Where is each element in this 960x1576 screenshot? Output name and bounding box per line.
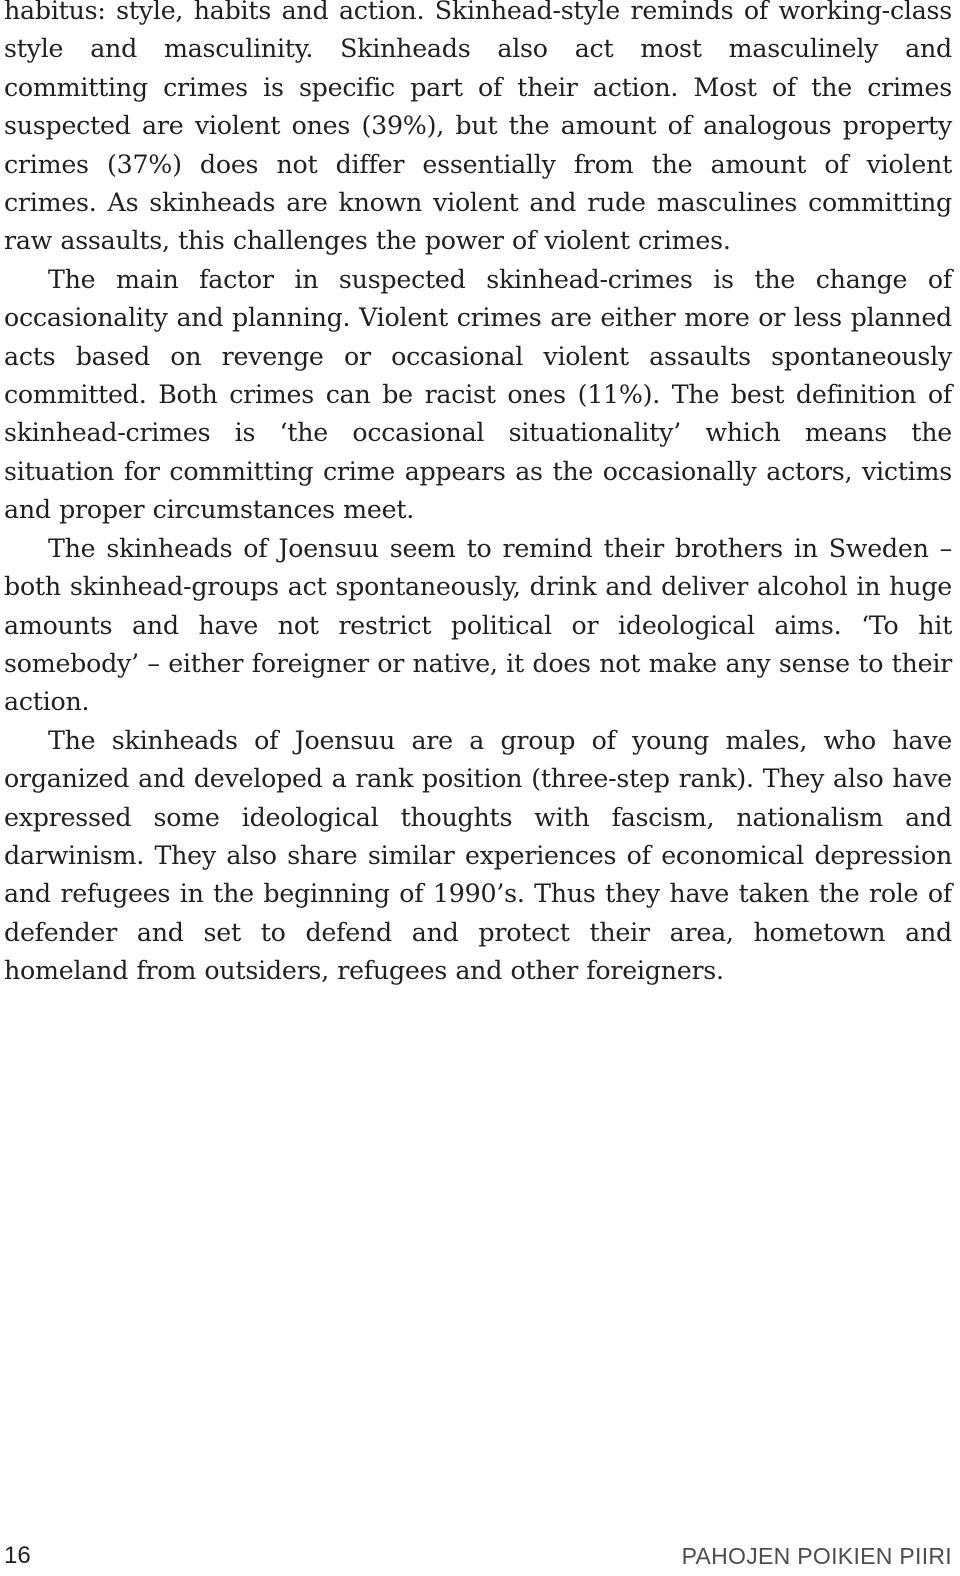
paragraph-4: The skinheads of Joensuu are a group of young males, who have organized and developed a rank position (three-step rank). They also have expressed some ideological thoughts with fascism, nationalism and darwinism. They also share similar experiences of economical depression and refugees in the beginning of 1990’s. Thus they have taken the role of defender and set to defend and protect their area, hometown and homeland from outsiders, refugees and other foreigners.: [4, 725, 952, 986]
paragraph-2: The main factor in suspected skinhead-crimes is the change of occasionality and planning. Violent crimes are either more or less planned acts based on revenge or occasional violent assaults spontaneously committed. Both crimes can be racist ones (11%). The best definition of skinhead-crimes is ‘the occasional situationality’ which means the situation for committing crime appears as the occasionally actors, victims and proper circumstances meet.: [4, 264, 952, 525]
page-body: [4, 0, 952, 991]
paragraph-3: The skinheads of Joensuu seem to remind their brothers in Sweden – both skinhead-groups act spontaneously, drink and deliver alcohol in huge amounts and have not restrict political or ideological aims. ‘To hit somebody’ – either foreigner or native, it does not make any sense to their action.: [4, 533, 952, 717]
running-title: PAHOJEN POIKIEN PIIRI: [681, 1542, 952, 1569]
paragraph-1: habitus: style, habits and action. Skinhead-style reminds of working-class style and masculinity. Skinheads also act most masculinely and committing crimes is specific part of their action. Most of the crimes suspected are violent ones (39%), but the amount of analogous property crimes (37%) does not differ essentially from the amount of violent crimes. As skinheads are known violent and rude masculines committing raw assaults, this challenges the power of violent crimes.: [4, 0, 952, 256]
page-footer: [4, 1538, 952, 1574]
page-number: 16: [4, 1542, 31, 1569]
